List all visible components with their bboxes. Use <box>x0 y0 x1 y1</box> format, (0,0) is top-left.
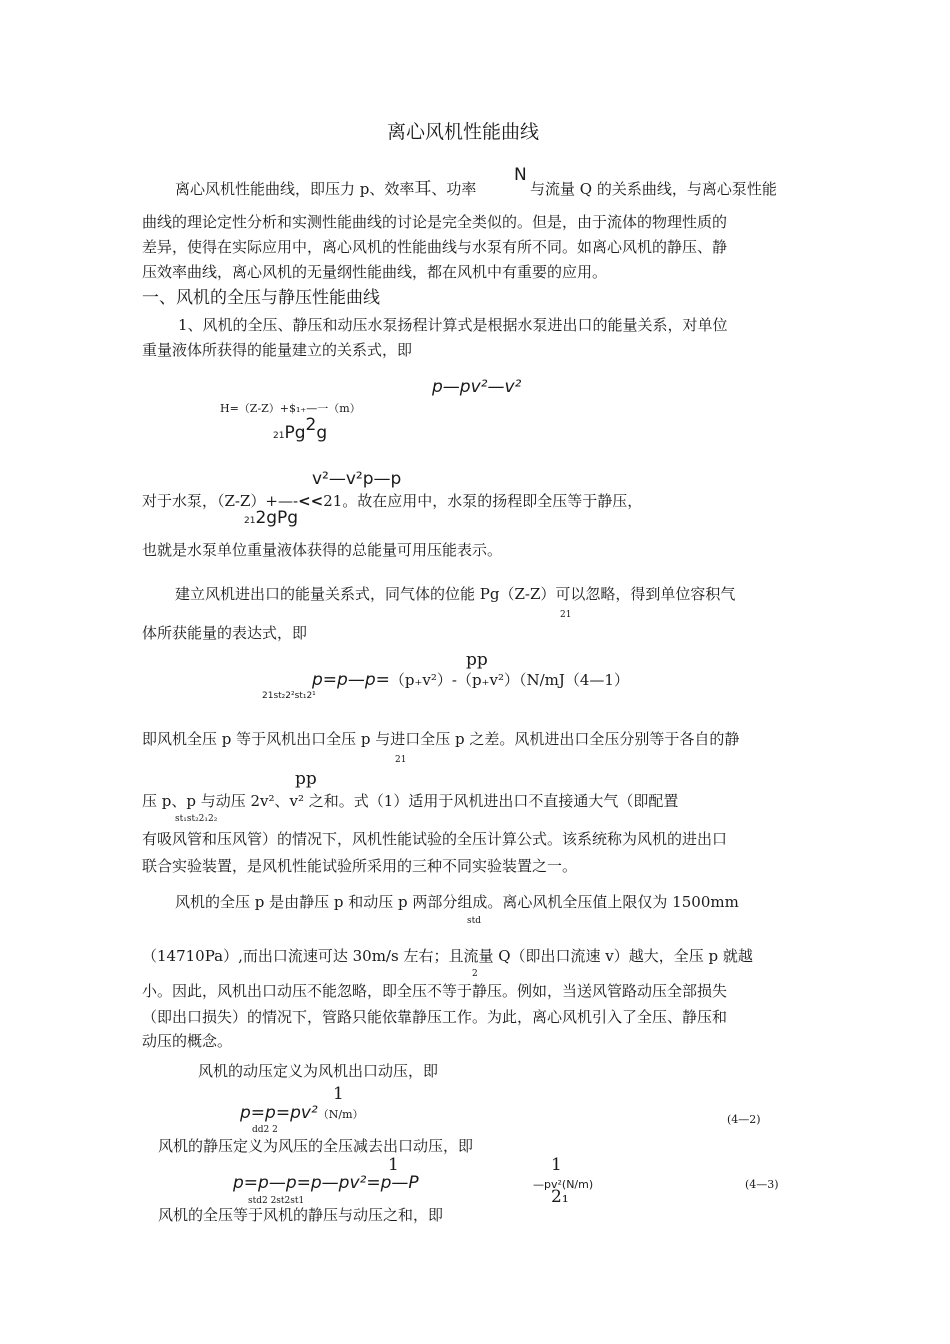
page-title: 离心风机性能曲线 <box>387 121 540 143</box>
eq1-den-end: g <box>316 423 328 443</box>
p3-line <box>142 492 642 510</box>
eta-symbol: 耳 <box>414 179 432 199</box>
p3-numerator: v²—v²p—p <box>312 469 402 489</box>
p3-den-text: 2gPg <box>255 508 299 528</box>
p3-text-a: 对于水泵，（Z-Z）+—- <box>142 492 299 510</box>
paragraph-5-sub: 21 <box>560 610 572 620</box>
eq2-line <box>312 671 629 689</box>
paragraph-intro-line1 <box>175 180 476 198</box>
paragraph-4: 也就是水泵单位重量液体获得的总能量可用压能表示。 <box>142 541 503 559</box>
eq4-top2: 1 <box>551 1155 562 1175</box>
paragraph-7-line5: 动压的概念。 <box>142 1032 233 1050</box>
eq1-den-sub: 21 <box>273 431 285 441</box>
paragraph-9: 风机的静压定义为风压的全压减去出口动压，即 <box>158 1137 474 1155</box>
paragraph-5-line1: 建立风机进出口的能量关系式，同气体的位能 Pg（Z-Z）可以忽略，得到单位容积气 <box>175 585 736 603</box>
eq1-numerator: p—pv²—v² <box>432 377 522 397</box>
paragraph-6-line3: 有吸风管和压风管）的情况下，风机性能试验的全压计算公式。该系统称为风机的进出口 <box>142 830 728 848</box>
eq2-top: pp <box>466 650 488 670</box>
eq4-top1: 1 <box>388 1155 399 1175</box>
paragraph-7-sub2: 2 <box>472 969 478 979</box>
intro-text-c: 与流量 Q 的关系曲线，与离心泵性能 <box>530 180 777 198</box>
paragraph-intro-line3: 差异，使得在实际应用中，离心风机的性能曲线与水泵有所不同。如离心风机的静压、静 <box>142 238 728 256</box>
power-symbol: N <box>514 165 527 185</box>
eq2-sub: 21st₂2²st₁2¹ <box>262 691 316 701</box>
paragraph-6-sub: 21 <box>395 755 407 765</box>
eq2-rest: （p₊v²）-（p₊v²）（N/mJ（4—1） <box>389 671 629 689</box>
paragraph-10: 风机的全压等于风机的静压与动压之和，即 <box>158 1206 444 1224</box>
paragraph-7-line4: （即出口损失）的情况下，管路只能依靠静压工作。为此，离心风机引入了全压、静压和 <box>142 1008 728 1026</box>
eq1-denominator <box>273 415 328 445</box>
eq1-den-text: Pg <box>284 423 306 443</box>
eq2-main: p=p—p= <box>312 670 390 690</box>
paragraph-6-line1: 即风机全压 p 等于风机出口全压 p 与进口全压 p 之差。风机进出口全压分别等于各自的静 <box>142 730 740 748</box>
eq3-number: (4—2) <box>727 1113 761 1126</box>
paragraph-7-line3: 小。因此，风机出口动压不能忽略，即全压不等于静压。例如，当送风管路动压全部损失 <box>142 982 728 1000</box>
paragraph-intro-line4: 压效率曲线，离心风机的无量纲性能曲线，都在风机中有重要的应用。 <box>142 263 608 281</box>
eq4-number: (4—3) <box>745 1178 779 1191</box>
paragraph-7-line2: （14710Pa）,而出口流速可达 30m/s 左右；且流量 Q（即出口流速 v）越大，全压 p 就越 <box>142 947 753 965</box>
eq4-sub: std2 2st2st1 <box>248 1196 305 1206</box>
paragraph-6-line4: 联合实验装置，是风机性能试验所采用的三种不同实验装置之一。 <box>142 857 578 875</box>
p3-text-c: 21。故在应用中，水泵的扬程即全压等于静压， <box>323 492 643 510</box>
eq4-mid: —pv²(N/m) <box>533 1178 594 1191</box>
eq3-unit: （N/m） <box>317 1108 364 1121</box>
paragraph-8: 风机的动压定义为风机出口动压，即 <box>198 1062 439 1080</box>
eq3-main: p=p=pv² <box>240 1103 318 1123</box>
p3-text-b: << <box>298 492 324 510</box>
paragraph-2-line1: 1、风机的全压、静压和动压水泵扬程计算式是根据水泵进出口的能量关系，对单位 <box>178 316 728 334</box>
eq3-top: 1 <box>333 1084 344 1104</box>
paragraph-intro-line2: 曲线的理论定性分析和实测性能曲线的讨论是完全类似的。但是，由于流体的物理性质的 <box>142 213 728 231</box>
paragraph-6-line2: 压 p、p 与动压 2v²、v² 之和。式（1）适用于风机进出口不直接通大气（即配置 <box>142 792 679 810</box>
paragraph-7-sub: std <box>467 916 481 926</box>
paragraph-5-line2: 体所获能量的表达式，即 <box>142 624 308 642</box>
eq3-sub: dd2 2 <box>252 1125 278 1135</box>
paragraph-2-line2: 重量液体所获得的能量建立的关系式，即 <box>142 341 413 359</box>
p3-denominator <box>244 509 298 530</box>
section-heading: 一、风机的全压与静压性能曲线 <box>142 288 380 308</box>
eq4-main: p=p—p=p—pv²=p—P <box>233 1173 419 1193</box>
eq4-denominator: 2₁ <box>551 1187 569 1207</box>
intro-text-a: 离心风机性能曲线，即压力 p、效率 <box>175 180 415 198</box>
eq1-main: H=（Z-Z）+$₁₊—一（m） <box>220 402 361 415</box>
paragraph-6-top: pp <box>295 769 317 789</box>
eq1-den-sup: 2 <box>305 415 317 435</box>
paragraph-6-sub2: st₁st₂2₁2₂ <box>175 814 218 824</box>
p3-den-sub: 21 <box>244 516 256 526</box>
intro-text-b: 、功率 <box>431 180 477 198</box>
paragraph-7-line1: 风机的全压 p 是由静压 p 和动压 p 两部分组成。离心风机全压值上限仅为 1500mm <box>175 893 739 911</box>
